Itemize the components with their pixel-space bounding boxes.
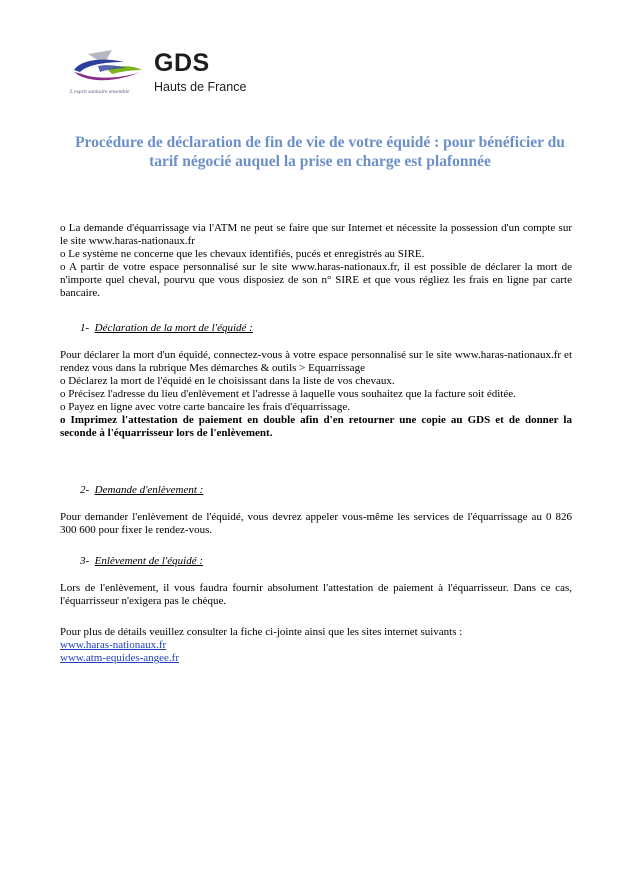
gds-swoosh-icon (68, 48, 148, 88)
section1-number: 1- (80, 322, 90, 334)
logo-region-text: Hauts de France (154, 80, 247, 94)
intro-block (60, 222, 572, 300)
section1-body (60, 349, 572, 440)
section1-line: o Précisez l'adresse du lieu d'enlèvement et l'adresse à laquelle vous souhaitez que la facture soit éditée. (60, 388, 516, 400)
section1-line: o Payez en ligne avec votre carte bancaire les frais d'équarrissage. (60, 401, 350, 413)
details-block (60, 626, 572, 665)
section1-line: Pour déclarer la mort d'un équidé, connectez-vous à votre espace personnalisé sur le site www.haras-nationaux.fr et rendez vous dans la rubrique Mes démarches & outils > Equarrissage (60, 349, 572, 374)
section3-heading (80, 555, 203, 567)
section3-text: Lors de l'enlèvement, il vous faudra fournir absolument l'attestation de paiement à l'équarrisseur. Dans ce cas, l'équarrisseur n'exigera pas le chèque. (60, 582, 572, 607)
section2-heading (80, 484, 203, 496)
intro-line: o A partir de votre espace personnalisé sur le site www.haras-nationaux.fr, il est possible de déclarer la mort de n'importe quel cheval, pourvu que vous disposiez de son n° SIRE et que vous régliez les frais en ligne par carte bancaire. (60, 261, 572, 299)
gds-logo (68, 48, 268, 100)
link-atm-equides[interactable]: www.atm-equides-angee.fr (60, 652, 180, 664)
intro-line: o La demande d'équarrissage via l'ATM ne peut se faire que sur Internet et nécessite la possession d'un compte sur le site www.haras-nationaux.fr (60, 222, 572, 247)
logo-gds-text: GDS (154, 49, 210, 77)
section1-heading (80, 322, 253, 334)
section2-body (60, 511, 572, 537)
section3-number: 3- (80, 555, 90, 567)
section3-body (60, 582, 572, 608)
section2-text: Pour demander l'enlèvement de l'équidé, vous devrez appeler vous-même les services de l'équarrissage au 0 826 300 600 pour fixer le rendez-vous. (60, 511, 572, 536)
page-title: Procédure de déclaration de fin de vie de votre équidé : pour bénéficier du tarif négocié auquel la prise en charge est plafonnée (75, 134, 565, 170)
logo-tagline: L'esprit sanitaire ensemble (70, 89, 130, 95)
section1-line: o Déclarez la mort de l'équidé en le choisissant dans la liste de vos chevaux. (60, 375, 395, 387)
section3-title: Enlèvement de l'équidé : (94, 555, 204, 567)
intro-line: o Le système ne concerne que les chevaux identifiés, pucés et enregistrés au SIRE. (60, 248, 425, 260)
section1-bold-line: o Imprimez l'attestation de paiement en double afin d'en retourner une copie au GDS et de donner la seconde à l'équarrisseur lors de l'enlèvement. (60, 414, 572, 439)
section1-title: Déclaration de la mort de l'équidé : (94, 322, 253, 334)
section2-title: Demande d'enlèvement : (94, 484, 204, 496)
link-haras-nationaux[interactable]: www.haras-nationaux.fr (60, 639, 167, 651)
section2-number: 2- (80, 484, 90, 496)
details-text: Pour plus de détails veuillez consulter la fiche ci-jointe ainsi que les sites internet suivants : (60, 626, 463, 638)
